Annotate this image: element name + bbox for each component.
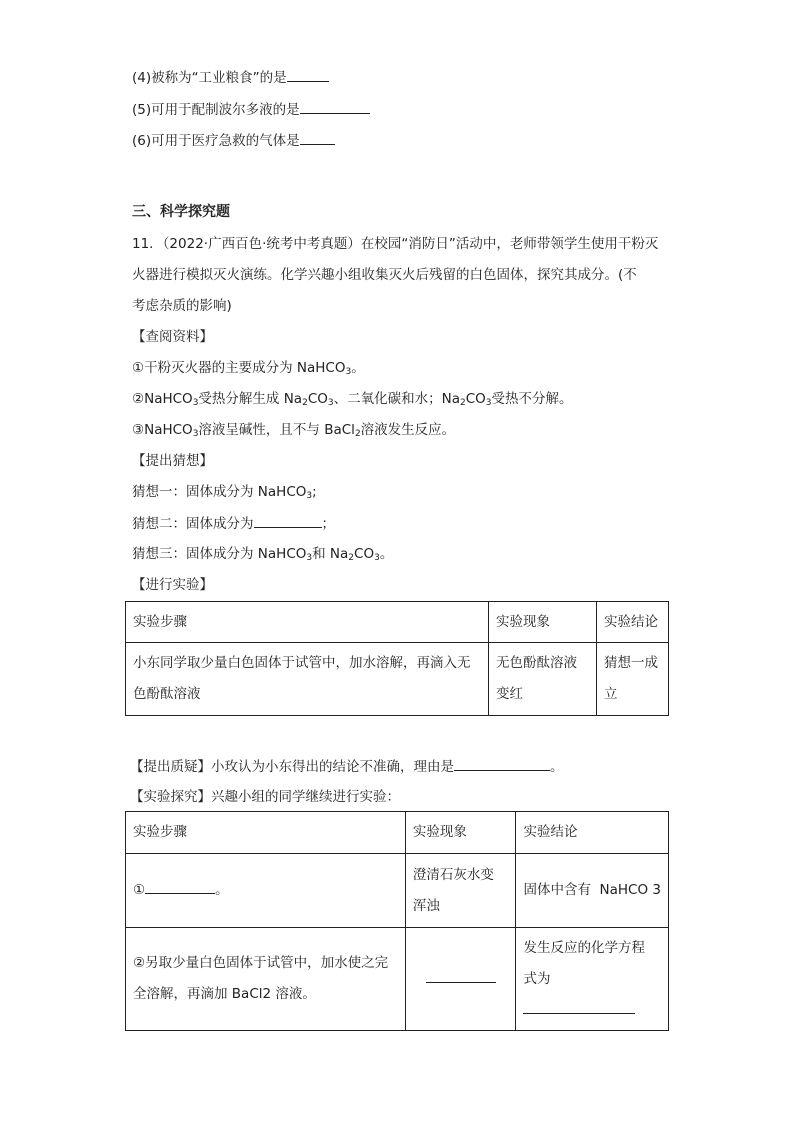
info2-g: 、二氧化碳和水；Na xyxy=(333,391,460,407)
info3-b: 3 xyxy=(192,429,199,439)
table2-row2-concl-l2: 式为 xyxy=(523,970,551,987)
table2-row1-observation-cell xyxy=(405,854,516,928)
question-line-1: 11．（2022·广西百色·统考中考真题）在校园“消防日”活动中，老师带领学生使用干粉灭 xyxy=(132,236,659,252)
answer-blank-5[interactable] xyxy=(300,99,370,114)
answer-item-6 xyxy=(132,130,335,151)
info3-a: ③NaHCO xyxy=(132,422,193,438)
table2-row2-concl-blank[interactable] xyxy=(523,999,635,1014)
answer-item-6-text: (6)可用于医疗急救的气体是 xyxy=(132,133,300,149)
info-line-3 xyxy=(132,420,455,440)
table2-row2-conclusion-cell xyxy=(516,928,669,1031)
doubt-a: 【提出质疑】小玫认为小东得出的结论不准确，理由是 xyxy=(130,759,454,775)
table1-concl-l1: 猜想一成 xyxy=(604,655,658,671)
table2-row2-concl-blank-row xyxy=(523,995,661,1026)
table1-obs-l1: 无色酚酞溶液 xyxy=(496,655,577,671)
table2-row-1 xyxy=(126,854,669,928)
guess3-c: 和 Na xyxy=(312,546,349,562)
table2-row-2 xyxy=(126,928,669,1031)
table2-row1-step-c: 。 xyxy=(215,882,229,898)
info2-d: 2 xyxy=(302,398,308,408)
guess1-sub: 3 xyxy=(306,491,313,501)
info3-c: 溶液呈碱性，且不与 BaCl xyxy=(198,422,355,438)
guess2-c: ； xyxy=(321,516,335,532)
answer-blank-6[interactable] xyxy=(300,130,335,145)
table2-row1-obs-l1: 澄清石灰水变 xyxy=(412,866,494,883)
guess3-e: CO xyxy=(354,546,375,562)
guess1-c: ; xyxy=(312,484,317,500)
table2-row2-step-cell xyxy=(126,928,406,1031)
table1-header-observation: 实验现象 xyxy=(489,602,597,643)
table2-row2-concl-l1: 发生反应的化学方程 xyxy=(523,939,645,956)
table2-header-step: 实验步骤 xyxy=(126,812,406,854)
table2-row2-obs-blank[interactable] xyxy=(426,968,496,983)
table2-row1-conclusion-cell: 固体中含有 NaHCO 3 xyxy=(516,854,669,928)
table2-row2-step-l2: 全溶解，再滴加 BaCl2 溶液。 xyxy=(133,986,316,1002)
info2-b: 3 xyxy=(192,398,199,408)
question-line-3: 考虑杂质的影响) xyxy=(132,298,232,314)
table2-row1-step-blank[interactable] xyxy=(145,879,215,894)
info2-h: 2 xyxy=(460,398,466,408)
guess3-g: 。 xyxy=(379,546,394,562)
experiment-table-2 xyxy=(125,811,669,1031)
info2-e: CO xyxy=(307,391,328,407)
guess-line-2 xyxy=(132,513,335,534)
section-title: 三、科学探究题 xyxy=(132,204,230,220)
guess-heading: 【提出猜想】 xyxy=(132,453,213,469)
info-line-1 xyxy=(132,358,365,378)
info2-k: 受热不分解。 xyxy=(491,391,573,407)
answer-blank-4[interactable] xyxy=(287,67,329,82)
info1-a: ①干粉灭火器的主要成分为 NaHCO xyxy=(132,360,346,376)
answer-item-5-text: (5)可用于配制波尔多液的是 xyxy=(132,102,300,118)
info3-d: 2 xyxy=(354,429,361,439)
info2-a: ②NaHCO xyxy=(132,391,193,407)
info-heading: 【查阅资料】 xyxy=(132,329,213,345)
info1-sub: 3 xyxy=(345,367,352,377)
question-line-2: 火器进行模拟灭火演练。化学兴趣小组收集灭火后残留的白色固体，探究其成分。(不 xyxy=(132,267,637,283)
answer-item-5 xyxy=(132,99,370,120)
info3-e: 溶液发生反应。 xyxy=(360,422,456,438)
doubt-line xyxy=(130,756,564,777)
guess-line-3 xyxy=(132,544,393,564)
info2-f: 3 xyxy=(327,398,334,408)
table2-header-row xyxy=(126,812,669,854)
table2-header-observation: 实验现象 xyxy=(405,812,516,854)
guess1-a: 猜想一：固体成分为 NaHCO xyxy=(132,484,307,500)
table2-row2-step-l1: ②另取少量白色固体于试管中，加水使之完 xyxy=(133,955,389,971)
table1-header-row xyxy=(126,602,669,643)
table1-observation-cell xyxy=(489,643,597,716)
table1-concl-l2: 立 xyxy=(604,686,618,702)
info-line-2 xyxy=(132,389,573,409)
table2-header-conclusion: 实验结论 xyxy=(516,812,669,854)
table2-row2-observation-cell xyxy=(405,928,516,1031)
table2-row1-obs-l2: 浑浊 xyxy=(412,897,440,914)
table1-row xyxy=(126,643,669,716)
info2-i: CO xyxy=(465,391,486,407)
info2-c: 受热分解生成 Na xyxy=(198,391,303,407)
experiment-table-1 xyxy=(125,601,669,716)
table1-step-l1: 小东同学取少量白色固体于试管中，加水溶解，再滴入无 xyxy=(133,655,471,671)
table1-header-step: 实验步骤 xyxy=(126,602,489,643)
experiment-heading: 【进行实验】 xyxy=(132,577,213,593)
guess3-a: 猜想三：固体成分为 NaHCO xyxy=(132,546,307,562)
guess3-f: 3 xyxy=(374,553,380,563)
table1-conclusion-cell xyxy=(597,643,669,716)
table1-obs-l2: 变红 xyxy=(496,686,523,702)
info1-c: 。 xyxy=(351,360,365,376)
table2-row1-step-cell xyxy=(126,854,406,928)
table2-row1-step-a: ① xyxy=(133,882,146,898)
guess3-b: 3 xyxy=(306,553,313,563)
table1-step-l2: 色酚酞溶液 xyxy=(133,686,201,702)
table1-header-conclusion: 实验结论 xyxy=(597,602,669,643)
guess3-d: 2 xyxy=(348,553,355,563)
info2-j: 3 xyxy=(485,398,492,408)
doubt-c: 。 xyxy=(550,759,564,775)
explore-line: 【实验探究】兴趣小组的同学继续进行实验： xyxy=(130,789,400,805)
doubt-blank[interactable] xyxy=(454,756,550,771)
answer-item-4 xyxy=(132,67,329,88)
table1-step-cell xyxy=(126,643,489,716)
guess2-a: 猜想二：固体成分为 xyxy=(132,516,254,532)
guess2-blank[interactable] xyxy=(254,513,322,528)
answer-item-4-text: (4)被称为“工业粮食”的是 xyxy=(132,70,287,86)
guess-line-1 xyxy=(132,482,317,502)
